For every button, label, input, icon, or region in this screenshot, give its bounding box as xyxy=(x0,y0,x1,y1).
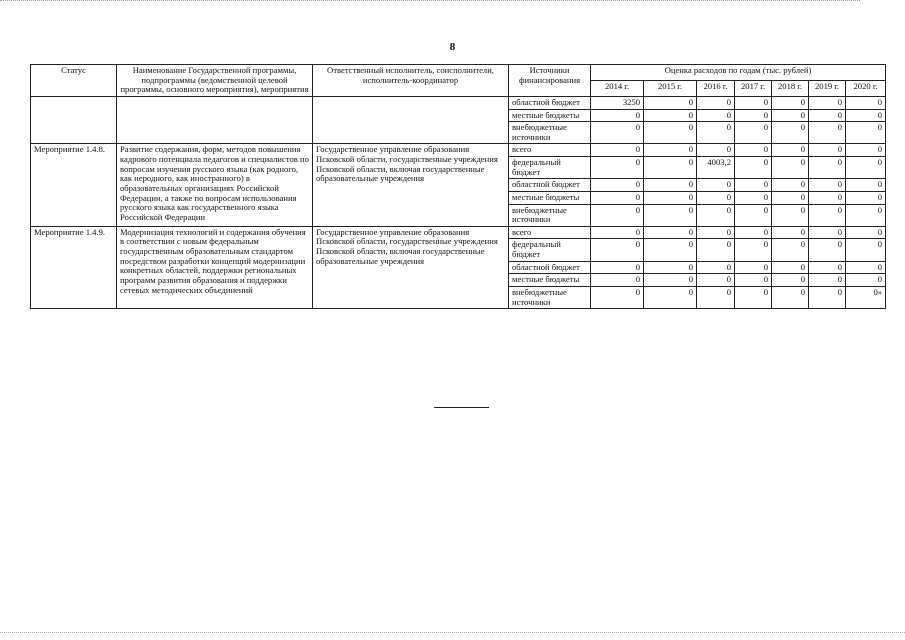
value-cell: 0 xyxy=(591,179,644,192)
value-cell: 0» xyxy=(846,286,886,308)
source-cell: местные бюджеты xyxy=(509,191,591,204)
value-cell: 0 xyxy=(644,274,697,287)
value-cell: 0 xyxy=(809,274,846,287)
value-cell: 0 xyxy=(644,226,697,239)
value-cell: 0 xyxy=(809,96,846,109)
value-cell: 0 xyxy=(697,109,735,122)
value-cell: 0 xyxy=(772,274,809,287)
value-cell: 0 xyxy=(591,286,644,308)
value-cell: 0 xyxy=(697,239,735,261)
value-cell: 0 xyxy=(697,286,735,308)
value-cell: 0 xyxy=(591,239,644,261)
value-cell: 0 xyxy=(591,274,644,287)
value-cell: 0 xyxy=(846,122,886,144)
value-cell: 0 xyxy=(735,286,772,308)
executor-cell: Государственное управление образования Псковской области, государственные учреждения Псковской области, включая государственные образовательные учреждения xyxy=(313,144,509,226)
value-cell: 0 xyxy=(846,109,886,122)
source-cell: внебюджетные источники xyxy=(509,204,591,226)
value-cell: 0 xyxy=(735,179,772,192)
value-cell: 0 xyxy=(846,274,886,287)
value-cell: 0 xyxy=(846,144,886,157)
value-cell: 0 xyxy=(846,226,886,239)
value-cell: 0 xyxy=(591,226,644,239)
budget-table xyxy=(30,64,886,309)
source-cell: всего xyxy=(509,144,591,157)
page-number: 8 xyxy=(449,41,456,53)
value-cell: 0 xyxy=(735,144,772,157)
header-executor: Ответственный исполнитель, соисполнители, исполнитель-координатор xyxy=(313,65,509,97)
value-cell: 0 xyxy=(735,109,772,122)
value-cell: 0 xyxy=(644,239,697,261)
header-year: 2018 г. xyxy=(772,80,809,96)
value-cell: 0 xyxy=(809,191,846,204)
value-cell: 0 xyxy=(809,144,846,157)
header-estimate: Оценка расходов по годам (тыс. рублей) xyxy=(591,65,886,81)
value-cell: 0 xyxy=(644,204,697,226)
value-cell: 3250 xyxy=(591,96,644,109)
source-cell: областной бюджет xyxy=(509,179,591,192)
status-cell-empty xyxy=(31,96,117,144)
value-cell: 0 xyxy=(772,96,809,109)
source-cell: внебюджетные источники xyxy=(509,122,591,144)
status-cell: Мероприятие 1.4.9. xyxy=(31,226,117,308)
name-cell-empty xyxy=(117,96,313,144)
value-cell: 0 xyxy=(772,226,809,239)
table-row xyxy=(31,144,886,157)
source-cell: местные бюджеты xyxy=(509,274,591,287)
header-status: Статус xyxy=(31,65,117,97)
value-cell: 0 xyxy=(697,226,735,239)
value-cell: 0 xyxy=(809,204,846,226)
value-cell: 0 xyxy=(735,204,772,226)
value-cell: 0 xyxy=(644,144,697,157)
value-cell: 0 xyxy=(735,191,772,204)
value-cell: 0 xyxy=(809,179,846,192)
value-cell: 0 xyxy=(697,261,735,274)
header-year: 2014 г. xyxy=(591,80,644,96)
value-cell: 0 xyxy=(735,122,772,144)
value-cell: 0 xyxy=(697,179,735,192)
value-cell: 0 xyxy=(697,144,735,157)
value-cell: 0 xyxy=(591,157,644,179)
value-cell: 0 xyxy=(809,122,846,144)
value-cell: 0 xyxy=(772,286,809,308)
header-year: 2017 г. xyxy=(735,80,772,96)
source-cell: внебюджетные источники xyxy=(509,286,591,308)
executor-cell: Государственное управление образования Псковской области, государственные учреждения Псковской области, включая государственные образовательные учреждения xyxy=(313,226,509,308)
scan-edge-bottom xyxy=(0,632,905,634)
value-cell: 0 xyxy=(697,122,735,144)
value-cell: 0 xyxy=(735,261,772,274)
value-cell: 0 xyxy=(644,261,697,274)
executor-cell-empty xyxy=(313,96,509,144)
header-year: 2019 г. xyxy=(809,80,846,96)
scan-edge-top xyxy=(0,0,860,2)
value-cell: 0 xyxy=(735,96,772,109)
value-cell: 0 xyxy=(846,239,886,261)
value-cell: 0 xyxy=(735,226,772,239)
value-cell: 0 xyxy=(846,191,886,204)
value-cell: 0 xyxy=(846,157,886,179)
source-cell: федеральный бюджет xyxy=(509,239,591,261)
value-cell: 0 xyxy=(644,179,697,192)
value-cell: 0 xyxy=(644,157,697,179)
source-cell: областной бюджет xyxy=(509,96,591,109)
value-cell: 0 xyxy=(772,179,809,192)
value-cell: 0 xyxy=(735,239,772,261)
value-cell: 0 xyxy=(846,261,886,274)
value-cell: 0 xyxy=(772,122,809,144)
value-cell: 4003,2 xyxy=(697,157,735,179)
value-cell: 0 xyxy=(846,204,886,226)
value-cell: 0 xyxy=(735,274,772,287)
value-cell: 0 xyxy=(697,96,735,109)
value-cell: 0 xyxy=(772,261,809,274)
value-cell: 0 xyxy=(772,191,809,204)
status-cell: Мероприятие 1.4.8. xyxy=(31,144,117,226)
value-cell: 0 xyxy=(735,157,772,179)
header-year: 2015 г. xyxy=(644,80,697,96)
value-cell: 0 xyxy=(809,157,846,179)
name-cell: Развитие содержания, форм, методов повышения кадрового потенциала педагогов и специалистов по вопросам изучения русского языка (как родного, как неродного, как иностранного) в образовательных организациях Российской Федерации, а также по вопросам использования русского языка как государственного языка Российской Федерации xyxy=(117,144,313,226)
value-cell: 0 xyxy=(644,286,697,308)
name-cell: Модернизация технологий и содержания обучения в соответствии с новым федеральным государственным образовательным стандартом посредством разработки концепций модернизации конкретных областей, поддержки региональных программ развития образования и поддержки сетевых методических объединений xyxy=(117,226,313,308)
table-row xyxy=(31,226,886,239)
value-cell: 0 xyxy=(772,157,809,179)
table-row xyxy=(31,96,886,109)
value-cell: 0 xyxy=(591,261,644,274)
value-cell: 0 xyxy=(772,239,809,261)
value-cell: 0 xyxy=(809,286,846,308)
value-cell: 0 xyxy=(809,109,846,122)
value-cell: 0 xyxy=(644,191,697,204)
value-cell: 0 xyxy=(591,204,644,226)
value-cell: 0 xyxy=(697,274,735,287)
value-cell: 0 xyxy=(846,179,886,192)
value-cell: 0 xyxy=(644,122,697,144)
value-cell: 0 xyxy=(772,109,809,122)
value-cell: 0 xyxy=(591,191,644,204)
end-of-table-rule xyxy=(434,407,489,408)
header-year: 2020 г. xyxy=(846,80,886,96)
value-cell: 0 xyxy=(809,261,846,274)
value-cell: 0 xyxy=(772,204,809,226)
source-cell: всего xyxy=(509,226,591,239)
value-cell: 0 xyxy=(809,239,846,261)
header-row xyxy=(31,65,886,81)
header-sources: Источники финансирования xyxy=(509,65,591,97)
value-cell: 0 xyxy=(644,96,697,109)
value-cell: 0 xyxy=(772,144,809,157)
value-cell: 0 xyxy=(591,144,644,157)
value-cell: 0 xyxy=(846,96,886,109)
value-cell: 0 xyxy=(697,191,735,204)
source-cell: областной бюджет xyxy=(509,261,591,274)
header-name: Наименование Государственной программы, подпрограммы (ведомственной целевой программы, основного мероприятия), мероприятия xyxy=(117,65,313,97)
value-cell: 0 xyxy=(591,109,644,122)
value-cell: 0 xyxy=(644,109,697,122)
value-cell: 0 xyxy=(697,204,735,226)
value-cell: 0 xyxy=(809,226,846,239)
source-cell: федеральный бюджет xyxy=(509,157,591,179)
header-year: 2016 г. xyxy=(697,80,735,96)
source-cell: местные бюджеты xyxy=(509,109,591,122)
value-cell: 0 xyxy=(591,122,644,144)
